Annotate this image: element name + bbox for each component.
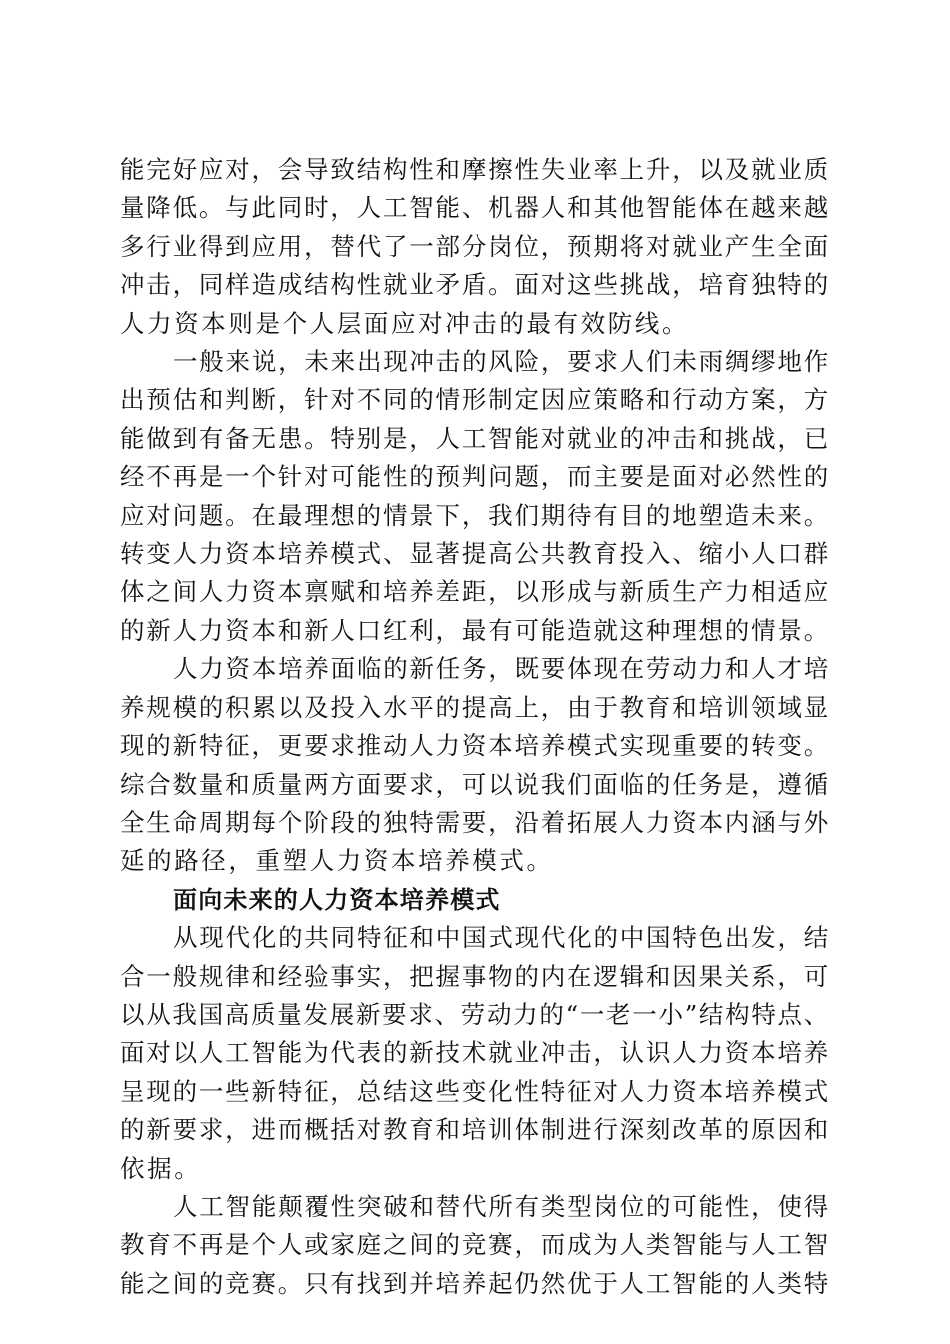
article-body [120, 151, 830, 1303]
text-line: 经不再是一个针对可能性的预判问题，而主要是面对必然性的 [120, 462, 830, 492]
text-line: 呈现的一些新特征，总结这些变化性特征对人力资本培养模式 [120, 1076, 830, 1106]
text-line: 人力资本则是个人层面应对冲击的最有效防线。 [120, 308, 690, 338]
text-line: 体之间人力资本禀赋和培养差距，以形成与新质生产力相适应 [120, 577, 830, 607]
text-line: 应对问题。在最理想的情景下，我们期待有目的地塑造未来。 [120, 500, 830, 530]
text-line: 转变人力资本培养模式、显著提高公共教育投入、缩小人口群 [120, 539, 830, 569]
section-heading: 面向未来的人力资本培养模式 [173, 885, 501, 914]
text-line: 冲击，同样造成结构性就业矛盾。面对这些挑战，培育独特的 [120, 270, 830, 300]
text-line: 人力资本培养面临的新任务，既要体现在劳动力和人才培 [173, 654, 830, 684]
text-line: 能做到有备无患。特别是，人工智能对就业的冲击和挑战，已 [120, 423, 830, 453]
text-line: 量降低。与此同时，人工智能、机器人和其他智能体在越来越 [120, 193, 830, 223]
text-line: 的新人力资本和新人口红利，最有可能造就这种理想的情景。 [120, 615, 830, 645]
paragraph-2 [120, 343, 830, 650]
text-line: 多行业得到应用，替代了一部分岗位，预期将对就业产生全面 [120, 231, 830, 261]
paragraph-4 [120, 919, 830, 1188]
text-line: 能之间的竞赛。只有找到并培养起仍然优于人工智能的人类特 [120, 1268, 830, 1298]
text-line: 能完好应对，会导致结构性和摩擦性失业率上升，以及就业质 [120, 155, 830, 184]
paragraph-1 [120, 151, 830, 343]
paragraph-5 [120, 1188, 830, 1303]
paragraph-3 [120, 650, 830, 880]
text-line: 现的新特征，更要求推动人力资本培养模式实现重要的转变。 [120, 731, 830, 761]
text-line: 人工智能颠覆性突破和替代所有类型岗位的可能性，使得 [173, 1191, 830, 1221]
text-line: 一般来说，未来出现冲击的风险，要求人们未雨绸缪地作 [173, 347, 830, 377]
text-line: 从现代化的共同特征和中国式现代化的中国特色出发，结 [173, 923, 830, 953]
text-line: 面对以人工智能为代表的新技术就业冲击，认识人力资本培养 [120, 1038, 830, 1068]
text-line: 教育不再是个人或家庭之间的竞赛，而成为人类智能与人工智 [120, 1230, 830, 1260]
text-line: 的新要求，进而概括对教育和培训体制进行深刻改革的原因和 [120, 1115, 830, 1145]
text-line: 综合数量和质量两方面要求，可以说我们面临的任务是，遵循 [120, 769, 830, 799]
text-line: 出预估和判断，针对不同的情形制定因应策略和行动方案，方 [120, 385, 830, 415]
text-line: 全生命周期每个阶段的独特需要，沿着拓展人力资本内涵与外 [120, 807, 830, 837]
text-line: 延的路径，重塑人力资本培养模式。 [120, 846, 554, 876]
text-line: 养规模的积累以及投入水平的提高上，由于教育和培训领域显 [120, 692, 830, 722]
text-line: 依据。 [120, 1153, 202, 1183]
text-line: 合一般规律和经验事实，把握事物的内在逻辑和因果关系，可 [120, 961, 830, 991]
text-line: 以从我国高质量发展新要求、劳动力的“一老一小”结构特点、 [120, 999, 830, 1029]
